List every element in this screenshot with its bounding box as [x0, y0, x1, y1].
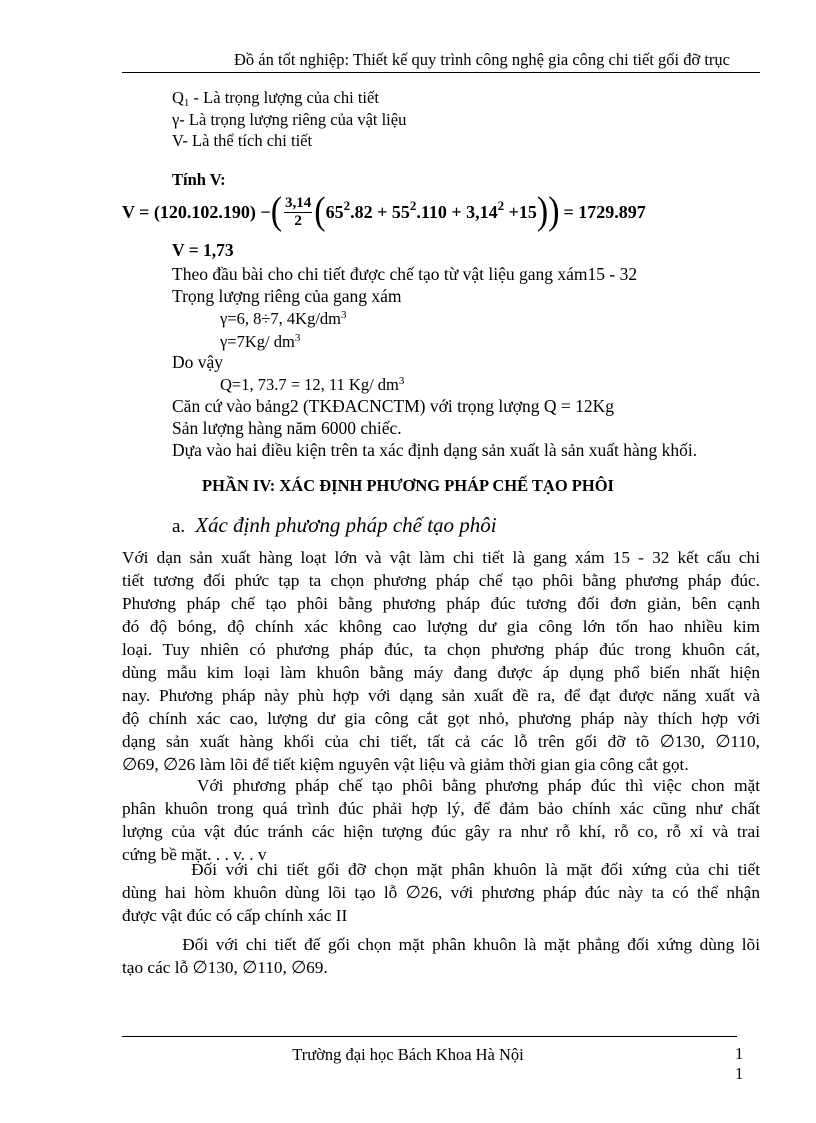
gamma-value-text: γ=7Kg/ dm	[220, 332, 295, 351]
formula-result: = 1729.897	[563, 201, 646, 222]
paragraph-1	[122, 546, 760, 776]
paragraph-line: cứng bề mặt. . . v. . v	[122, 845, 267, 864]
paragraph-line: tiết tương đối phức tạp ta chọn phương pháp chế tạo phôi bằng phương pháp đúc.	[122, 571, 760, 590]
footer-rule	[122, 1036, 737, 1037]
term-1-rest: .82 + 55	[350, 201, 410, 222]
paragraph-line: lượng của vật đúc tránh các hiện tượng đúc gây ra như rỗ khí, rỗ co, rỗ xỉ và trai	[122, 822, 760, 841]
q-calc-text: Q=1, 73.7 = 12, 11 Kg/ dm	[220, 375, 399, 394]
paragraph-line: Với dạn sản xuất hàng loạt lớn và vật làm chi tiết là gang xám 15 - 32 kết cấu chi	[122, 548, 760, 567]
term-3-rest: +15	[504, 201, 537, 222]
term-3-exponent: 2	[497, 197, 505, 213]
formula-lhs: V = (120.102.190) −	[122, 201, 271, 222]
paragraph-line: đó độ bóng, độ chính xác không cao lượng dư gia công lớn tốn hao nhiều kim	[122, 617, 760, 636]
gamma-value-line	[220, 332, 300, 352]
paragraph-line: phân khuôn trong quá trình đúc phải hợp lý, để đảm bảo chính xác cũng như chất	[122, 799, 760, 818]
volume-result: V = 1,73	[172, 240, 234, 260]
paragraph-line: Đối với chi tiết gối đỡ chọn mặt phân khuôn là mặt đối xứng của chi tiết	[122, 860, 760, 879]
paragraph-line: Với phương pháp chế tạo phôi bằng phương pháp đúc thì việc chon mặt	[122, 776, 760, 795]
formula-paren-inner-open: (	[314, 190, 326, 233]
definition-q1	[172, 88, 379, 108]
q-calc-exponent: 3	[398, 375, 405, 387]
paragraph-3	[122, 858, 760, 927]
paragraph-line: dùng mẫu kim loại làm khuôn bằng máy đang được áp dụng phổ biến nhất hiện	[122, 663, 760, 682]
gamma-range-exponent: 3	[341, 309, 347, 321]
fraction-denominator: 2	[294, 212, 302, 229]
page-number: 1	[735, 1044, 744, 1063]
subsection-title	[172, 513, 497, 538]
q-calc-line	[220, 375, 404, 395]
page-number-second: 1	[735, 1064, 744, 1083]
page-header: Đồ án tốt nghiệp: Thiết kế quy trình công nghệ gia công chi tiết gối đỡ trục	[122, 50, 760, 73]
paragraph-4	[122, 933, 760, 979]
paragraph-line: được vật đúc có cấp chính xác II	[122, 906, 348, 925]
q1-subscript: 1	[183, 97, 190, 109]
gamma-range-line	[220, 309, 347, 329]
fraction-numerator: 3,14	[285, 194, 312, 211]
paragraph-line: dùng hai hòm khuôn dùng lõi tạo lỗ ∅26, với phương pháp đúc này ta có thể nhận	[122, 883, 760, 902]
formula-paren-close: )	[548, 190, 560, 233]
definition-volume: V- Là thể tích chi tiết	[172, 131, 313, 150]
formula-term-1	[325, 197, 537, 223]
formula-fraction	[284, 195, 312, 230]
volume-formula	[122, 190, 646, 234]
formula-paren-inner-close: )	[536, 190, 549, 233]
gamma-value-exponent: 3	[294, 332, 301, 344]
gamma-range-text: γ=6, 8÷7, 4Kg/dm	[220, 309, 341, 328]
specific-weight-line: Trọng lượng riêng của gang xám	[172, 286, 402, 306]
material-line: Theo đầu bài cho chi tiết được chế tạo từ vật liệu gang xám15 - 32	[172, 264, 638, 284]
output-line: Sản lượng hàng năm 6000 chiếc.	[172, 418, 402, 438]
term-2-rest: .110 + 3,14	[416, 201, 498, 222]
paragraph-line: Phương pháp chế tạo phôi bằng phương pháp đúc tương đối đơn giản, bên cạnh	[122, 594, 760, 613]
subsection-text: Xác định phương pháp chế tạo phôi	[195, 513, 497, 537]
basis-line: Căn cứ vào bảng2 (TKĐACNCTM) với trọng lượng Q = 12Kg	[172, 396, 615, 416]
q1-text: - Là trọng lượng của chi tiết	[189, 88, 379, 107]
paragraph-line: ∅69, ∅26 làm lõi để tiết kiệm nguyên vật liệu và giảm thời gian gia công cắt gọt.	[122, 755, 689, 774]
subsection-marker: a.	[172, 516, 186, 537]
term-1-base: 65	[325, 201, 344, 222]
paragraph-line: Đối với chi tiết đế gối chọn mặt phân khuôn là mặt phẳng đối xứng dùng lõi	[122, 935, 760, 954]
paragraph-line: dạng sản xuất hàng khối của chi tiết, tất cả các lỗ trên gối đỡ tõ ∅130, ∅110,	[122, 732, 760, 751]
term-2-exponent: 2	[409, 197, 417, 213]
paragraph-2	[122, 774, 760, 866]
paragraph-line: loại. Tuy nhiên có phương pháp đúc, ta chọn phương pháp đúc trong khuôn cát,	[122, 640, 760, 659]
formula-paren-open: (	[270, 190, 283, 233]
footer-school: Trường đại học Bách Khoa Hà Nội	[292, 1045, 524, 1064]
paragraph-line: tạo các lỗ ∅130, ∅110, ∅69.	[122, 958, 328, 977]
paragraph-line: nay. Phương pháp này phù hợp với dạng sản xuất đề ra, để đạt được năng xuất và	[122, 686, 760, 705]
section-title: PHẦN IV: XÁC ĐỊNH PHƯƠNG PHÁP CHẾ TẠO PHÔI	[202, 476, 614, 495]
definition-gamma: γ- Là trọng lượng riêng của vật liệu	[172, 110, 407, 129]
q1-symbol: Q	[172, 88, 184, 107]
paragraph-line: độ chính xác cao, lượng dư gia công cắt gọt nhỏ, phương pháp này thích hợp với	[122, 709, 760, 728]
therefore-line: Do vậy	[172, 352, 224, 372]
conclusion-line: Dựa vào hai điều kiện trên ta xác định dạng sản xuất là sản xuất hàng khối.	[172, 440, 698, 460]
term-1-exponent: 2	[343, 197, 351, 213]
formula-heading: Tính V:	[172, 170, 226, 189]
